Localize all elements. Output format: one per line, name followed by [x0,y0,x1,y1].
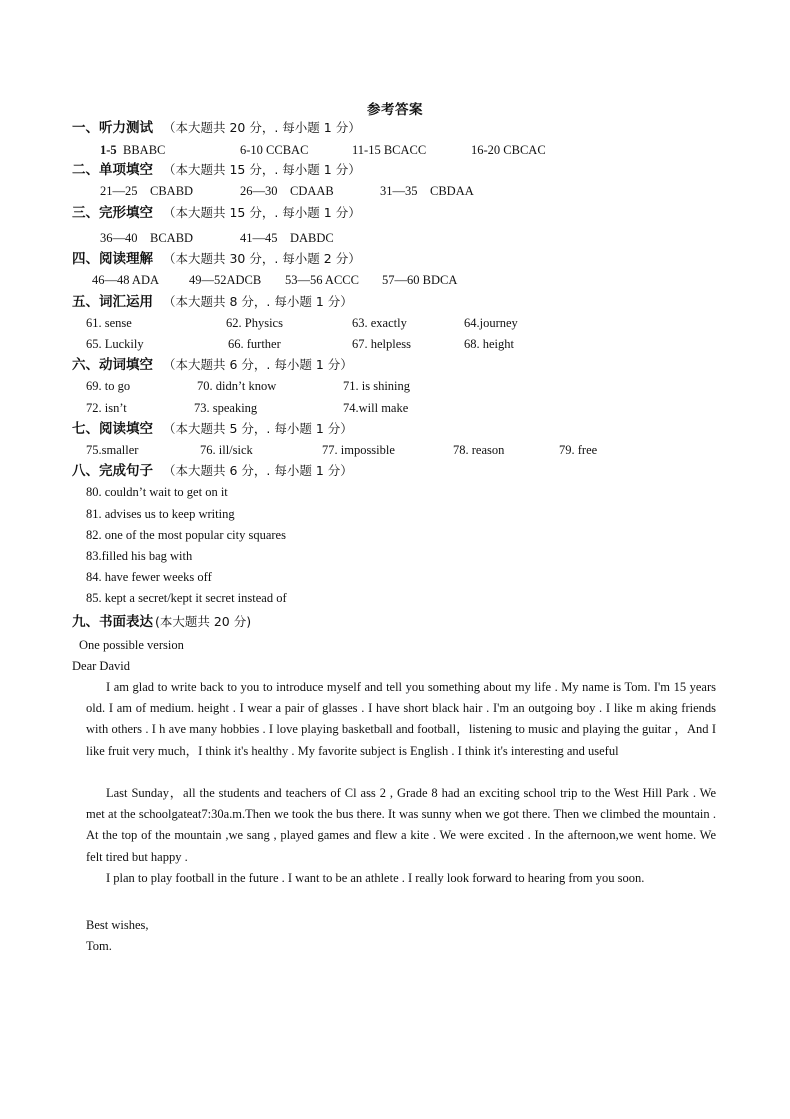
sentence-answer: 80. couldn’t wait to get on it [86,485,228,499]
sentence-answer: 81. advises us to keep writing [86,507,235,521]
answer-group: 41—45 DABDC [240,231,334,245]
section-heading-9 [72,612,251,632]
section-score-note: （本大题共 5 分，. 每小题 1 分） [163,421,353,436]
section-heading-7 [72,419,353,439]
section-heading-8 [72,461,353,481]
answer-group: 57—60 BDCA [382,273,458,287]
answer-item: 75.smaller [86,443,139,457]
paragraph-text: Last Sunday，all the students and teachers of Cl ass 2 , Grade 8 had an exciting school trip to the West Hill Park . We met at the schoolgateat7:30a.m.Then we took the bus there. It was sunny when we got there. Then we climbed the mountain . At the top of the mountain ,we sang , played games and flew a kite . We were excited . In the afternoon,we went home. We felt tired but happy . [86,786,716,864]
section-heading-1 [72,118,361,138]
answer-item: 76. ill/sick [200,443,253,457]
paragraph-text: I plan to play football in the future . I want to be an athlete . I really look forward to hearing from you soon. [106,871,645,885]
essay-closing: Best wishes, [86,918,149,932]
section-score-note: (本大题共 20 分) [155,614,252,629]
sentence-answer: 82. one of the most popular city squares [86,528,286,542]
answer-item: 63. exactly [352,316,407,330]
essay-paragraph-1 [86,677,716,762]
essay-signature: Tom. [86,939,112,953]
answer-item: 71. is shining [343,379,411,393]
answer-item: 72. isn’t [86,401,127,415]
answer-group: 6-10 CCBAC [240,143,309,157]
section-heading-5 [72,292,353,312]
sentence-answer: 83.filled his bag with [86,549,193,563]
answer-group: 49—52ADCB [189,273,262,287]
section-title: 九、书面表达 [72,614,153,630]
essay-greeting: Dear David [72,659,130,673]
section-score-note: （本大题共 15 分，. 每小题 1 分） [163,162,361,177]
answer-item: 65. Luckily [86,337,144,351]
section-title: 七、阅读填空 [72,421,153,437]
section-title: 二、单项填空 [72,162,153,178]
section-score-note: （本大题共 6 分，. 每小题 1 分） [163,463,353,478]
answer-group: 46—48 ADA [92,273,160,287]
section-score-note: （本大题共 30 分，. 每小题 2 分） [163,251,361,266]
essay-version-label: One possible version [79,638,184,652]
answer-item: 67. helpless [352,337,412,351]
sentence-answer: 85. kept a secret/kept it secret instead of [86,591,287,605]
section-heading-2 [72,160,361,180]
answer-item: 69. to go [86,379,131,393]
sentence-answer: 84. have fewer weeks off [86,570,212,584]
section-heading-4 [72,249,361,269]
section-score-note: （本大题共 6 分，. 每小题 1 分） [163,357,353,372]
essay-paragraph-3 [86,868,716,889]
answer-group: 53—56 ACCC [285,273,359,287]
answer-range: 1-5 [100,143,117,157]
answer-group: 26—30 CDAAB [240,184,334,198]
section-score-note: （本大题共 15 分，. 每小题 1 分） [163,205,361,220]
section-title: 一、听力测试 [72,120,153,136]
page-title: 参考答案 [367,102,423,118]
paragraph-text: I am glad to write back to you to introduce myself and tell you something about my life . My name is Tom. I'm 15 years old. I am of medium. height . I wear a pair of glasses . I have short black hair . I'm an outgoing boy . I like m aking friends with others . I h ave many hobbies . I love playing basketball and football，listening to music and playing the guitar ，And I like fruit very much，I think it's healthy . My favorite subject is English . I think it's interesting and useful [86,680,716,758]
answer-group: 31—35 CBDAA [380,184,474,198]
section-heading-3 [72,203,361,223]
essay-paragraph-2 [86,783,716,868]
answer-group: 11-15 BCACC [352,143,427,157]
section-heading-6 [72,355,353,375]
section-title: 六、动词填空 [72,357,153,373]
answer-item: 70. didn’t know [197,379,277,393]
answer-item: 66. further [228,337,281,351]
answer-item: 77. impossible [322,443,395,457]
answer-item: 61. sense [86,316,132,330]
answer-group: 16-20 CBCAC [471,143,546,157]
section-title: 三、完形填空 [72,205,153,221]
answer-group: BBABC [123,143,166,157]
section-score-note: （本大题共 20 分，. 每小题 1 分） [163,120,361,135]
answer-item: 79. free [559,443,598,457]
answer-item: 74.will make [343,401,409,415]
section-title: 四、阅读理解 [72,251,153,267]
answer-item: 62. Physics [226,316,283,330]
answer-item: 68. height [464,337,514,351]
answer-group: 36—40 BCABD [100,231,194,245]
answer-item: 64.journey [464,316,518,330]
section-title: 八、完成句子 [72,463,153,479]
answer-group: 21—25 CBABD [100,184,194,198]
section-score-note: （本大题共 8 分，. 每小题 1 分） [163,294,353,309]
answer-item: 78. reason [453,443,505,457]
section-title: 五、词汇运用 [72,294,153,310]
answer-item: 73. speaking [194,401,258,415]
